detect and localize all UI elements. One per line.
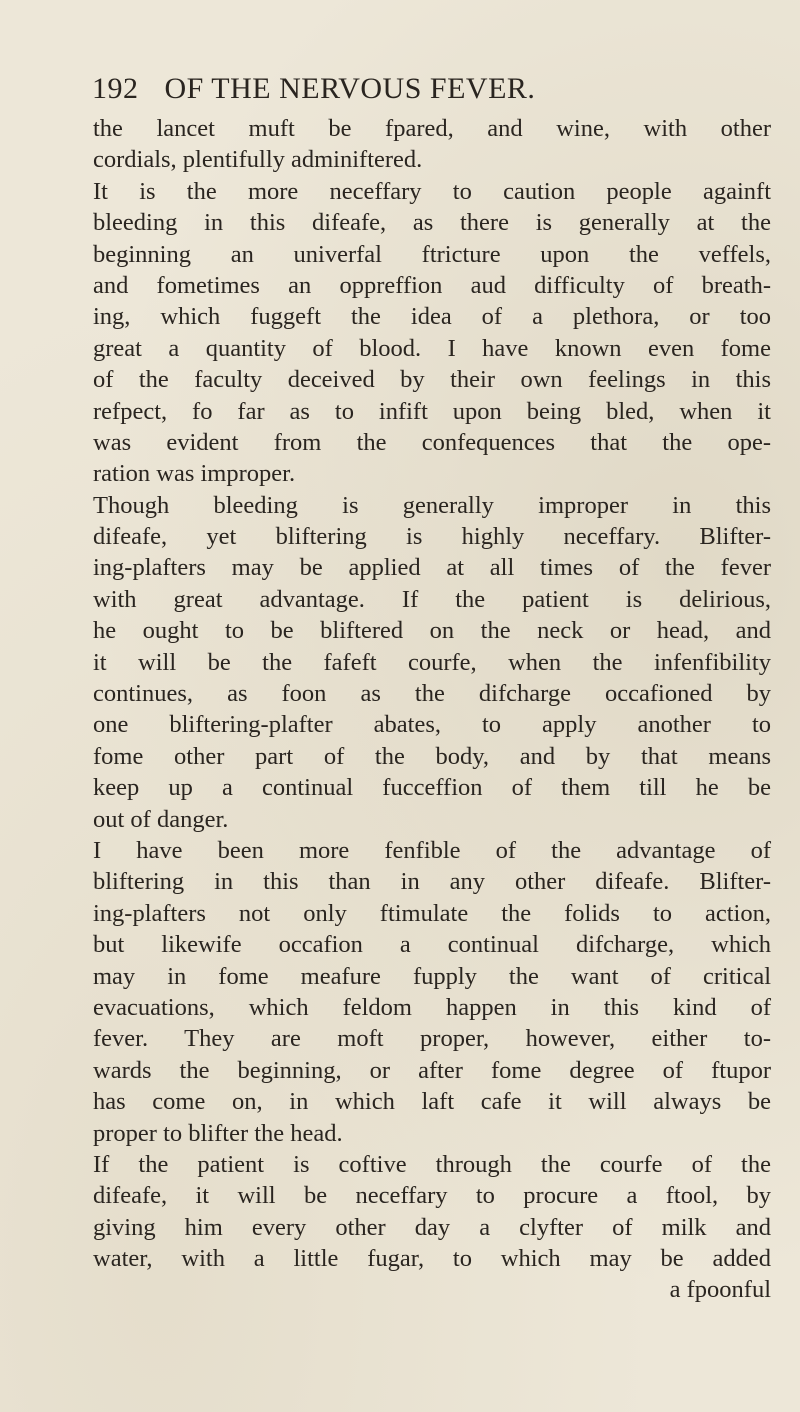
text-line: of the faculty deceived by their own feelings in this [93,366,771,394]
text-line: beginning an univerfal ftricture upon the veffels, [93,240,771,268]
running-title: OF THE NERVOUS FEVER. [164,72,536,105]
text-line: wards the beginning, or after fome degree of ftupor [93,1056,771,1084]
text-line: If the patient is coftive through the courfe of the [93,1150,771,1178]
text-line: a fpoonful [669,1276,771,1304]
text-line: one bliftering-plafter abates, to apply another to [93,711,771,739]
text-line: difeafe, it will be neceffary to procure a ftool, by [93,1182,771,1210]
text-line: ing-plafters may be applied at all times of the fever [93,554,771,582]
text-line: evacuations, which feldom happen in this kind of [93,993,771,1021]
text-line: and fometimes an oppreffion aud difficulty of breath- [93,271,771,299]
text-line: water, with a little fugar, to which may be added [93,1245,771,1273]
text-line: the lancet muft be fpared, and wine, with other [93,115,771,142]
text-line: fever. They are moft proper, however, either to- [93,1025,771,1053]
text-line: giving him every other day a clyfter of milk and [93,1213,771,1241]
running-header [92,72,772,112]
text-line: fome other part of the body, and by that means [93,742,771,770]
body-text [93,113,771,1306]
text-line: keep up a continual fucceffion of them till he be [93,774,771,802]
text-line: he ought to be bliftered on the neck or head, and [93,617,771,645]
text-line: bliftering in this than in any other difeafe. Blifter- [93,868,771,896]
text-line: has come on, in which laft cafe it will always be [93,1088,771,1116]
text-line: out of danger. [93,805,229,833]
text-line: great a quantity of blood. I have known even fome [93,334,771,362]
text-line: It is the more neceffary to caution people againft [93,177,771,205]
text-line: with great advantage. If the patient is delirious, [93,585,771,613]
text-line: difeafe, yet bliftering is highly neceffary. Blifter- [93,523,771,551]
text-line: ing, which fuggeft the idea of a plethora, or too [93,303,771,331]
text-line: Though bleeding is generally improper in this [93,491,771,519]
text-line: ration was improper. [93,460,296,488]
text-line: proper to blifter the head. [93,1119,343,1147]
text-line: ing-plafters not only ftimulate the folids to action, [93,899,771,927]
text-line: I have been more fenfible of the advantage of [93,836,771,864]
text-line: may in fome meafure fupply the want of critical [93,962,771,990]
text-line: bleeding in this difeafe, as there is generally at the [93,209,771,237]
text-line: it will be the fafeft courfe, when the infenfibility [93,648,771,676]
text-line: refpect, fo far as to infift upon being bled, when it [93,397,771,425]
text-line: but likewife occafion a continual difcharge, which [93,931,771,959]
page-number: 192 [92,72,139,105]
text-line: cordials, plentifully adminiftered. [93,146,423,174]
text-line: continues, as foon as the difcharge occafioned by [93,680,771,708]
text-line: was evident from the confequences that the ope- [93,428,771,456]
